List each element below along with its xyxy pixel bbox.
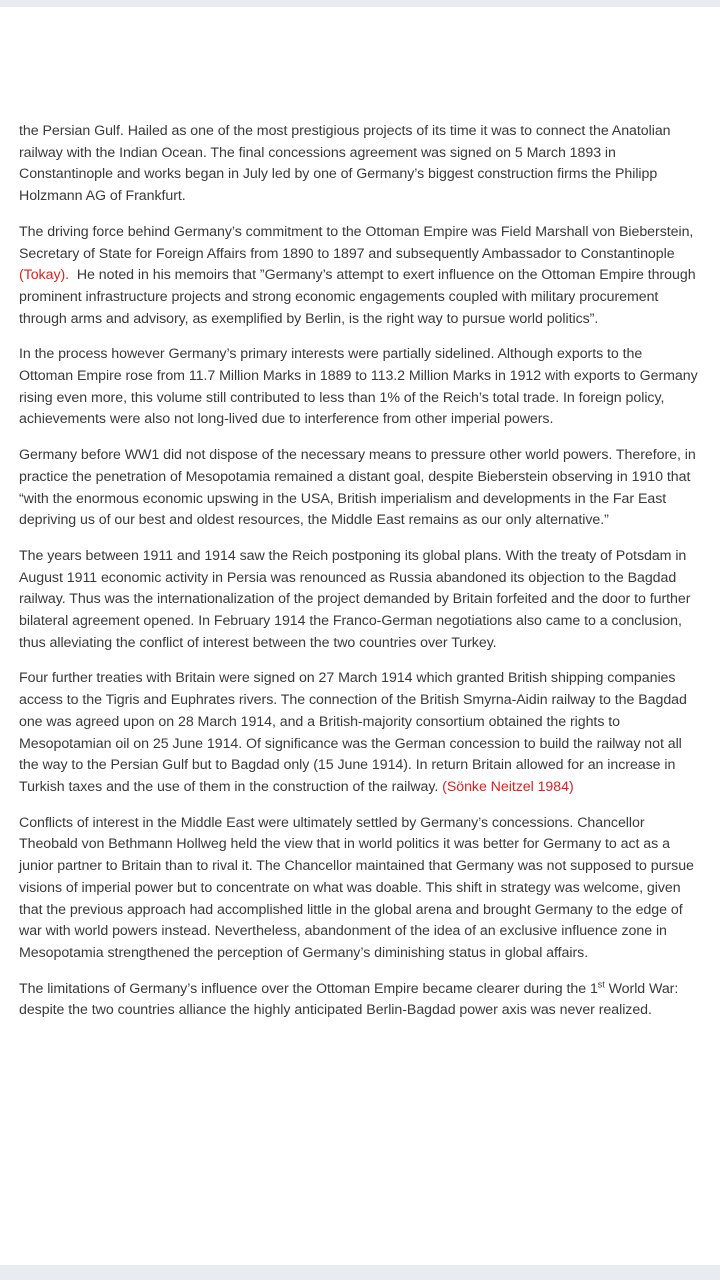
paragraph-4 (19, 445, 699, 532)
document-page (0, 7, 720, 1265)
paragraph-1 (19, 121, 699, 208)
paragraph-text: Germany before WW1 did not dispose of the necessary means to pressure other world powers. Therefore, in practice the penetration of Mesopotamia remained a distant goal, despite Bieberstein observing in 1910 that “with the enormous economic upswing in the USA, British imperialism and developments in the Far East depriving us of our best and oldest resources, the Middle East remains as our only alternative.” (19, 447, 696, 529)
paragraph-text: In the process however Germany’s primary interests were partially sidelined. Although exports to the Ottoman Empire rose from 11.7 Million Marks in 1889 to 113.2 Million Marks in 1912 with exports to Germany rising even more, this volume still contributed to less than 1% of the Reich’s total trade. In foreign policy, achievements were also not long-lived due to interference from other imperial powers. (19, 346, 698, 428)
paragraph-text: The limitations of Germany’s influence over the Ottoman Empire became clearer during the 1 (19, 980, 598, 997)
paragraph-5 (19, 546, 699, 655)
citation-tokay: (Tokay). (19, 267, 70, 284)
paragraph-text: Four further treaties with Britain were signed on 27 March 1914 which granted British shipping companies access to the Tigris and Euphrates rivers. The connection of the British Smyrna-Aidin railway to the Bagdad one was agreed upon on 28 March 1914, and a British-majority consortium obtained the rights to Mesopotamian oil on 25 June 1914. Of significance was the German concession to build the railway not all the way to the Persian Gulf but to Bagdad only (15 June 1914). In return Britain allowed for an increase in Turkish taxes and the use of them in the construction of the railway. (19, 670, 687, 795)
paragraph-text: World War: despite the two countries alliance the highly anticipated Berlin-Bagdad power axis was never realized. (19, 980, 679, 1019)
paragraph-text: The driving force behind Germany’s commitment to the Ottoman Empire was Field Marshall von Bieberstein, Secretary of State for Foreign Affairs from 1890 to 1897 and subsequently Ambassador to Constantinople (19, 223, 694, 262)
paragraph-text: Conflicts of interest in the Middle East were ultimately settled by Germany’s concessions. Chancellor Theobald von Bethmann Hollweg held the view that in world politics it was better for Germany to act as a junior partner to Britain than to rival it. The Chancellor maintained that Germany was not supposed to pursue visions of imperial power but to concentrate on what was doable. This shift in strategy was welcome, given that the previous approach had accomplished little in the global arena and brought Germany to the edge of war with world powers instead. Nevertheless, abandonment of the idea of an exclusive influence zone in Mesopotamia strengthened the perception of Germany’s diminishing status in global affairs. (19, 814, 694, 961)
paragraph-text: the Persian Gulf. Hailed as one of the most prestigious projects of its time it was to connect the Anatolian railway with the Indian Ocean. The final concessions agreement was signed on 5 March 1893 in Constantinople and works began in July led by one of Germany’s biggest construction firms the Philipp Holzmann AG of Frankfurt. (19, 123, 671, 205)
paragraph-3 (19, 344, 699, 431)
paragraph-7 (19, 813, 699, 965)
document-body (19, 121, 699, 1036)
paragraph-text: He noted in his memoirs that ”Germany’s attempt to exert influence on the Ottoman Empire through prominent infrastructure projects and strong economic engagements coupled with military procurement through arms and advisory, as exemplified by Berlin, is the right way to pursue world politics”. (19, 267, 700, 327)
paragraph-6 (19, 668, 699, 798)
citation-neitzel: (Sönke Neitzel 1984) (442, 778, 574, 795)
paragraph-8 (19, 979, 699, 1022)
ordinal-superscript: st (597, 978, 605, 989)
paragraph-2 (19, 222, 699, 331)
paragraph-text: The years between 1911 and 1914 saw the Reich postponing its global plans. With the treaty of Potsdam in August 1911 economic activity in Persia was renounced as Russia abandoned its objection to the Bagdad railway. Thus was the internationalization of the project demanded by Britain forfeited and the door to further bilateral agreement opened. In February 1914 the Franco-German negotiations also came to a conclusion, thus alleviating the conflict of interest between the two countries over Turkey. (19, 547, 691, 651)
